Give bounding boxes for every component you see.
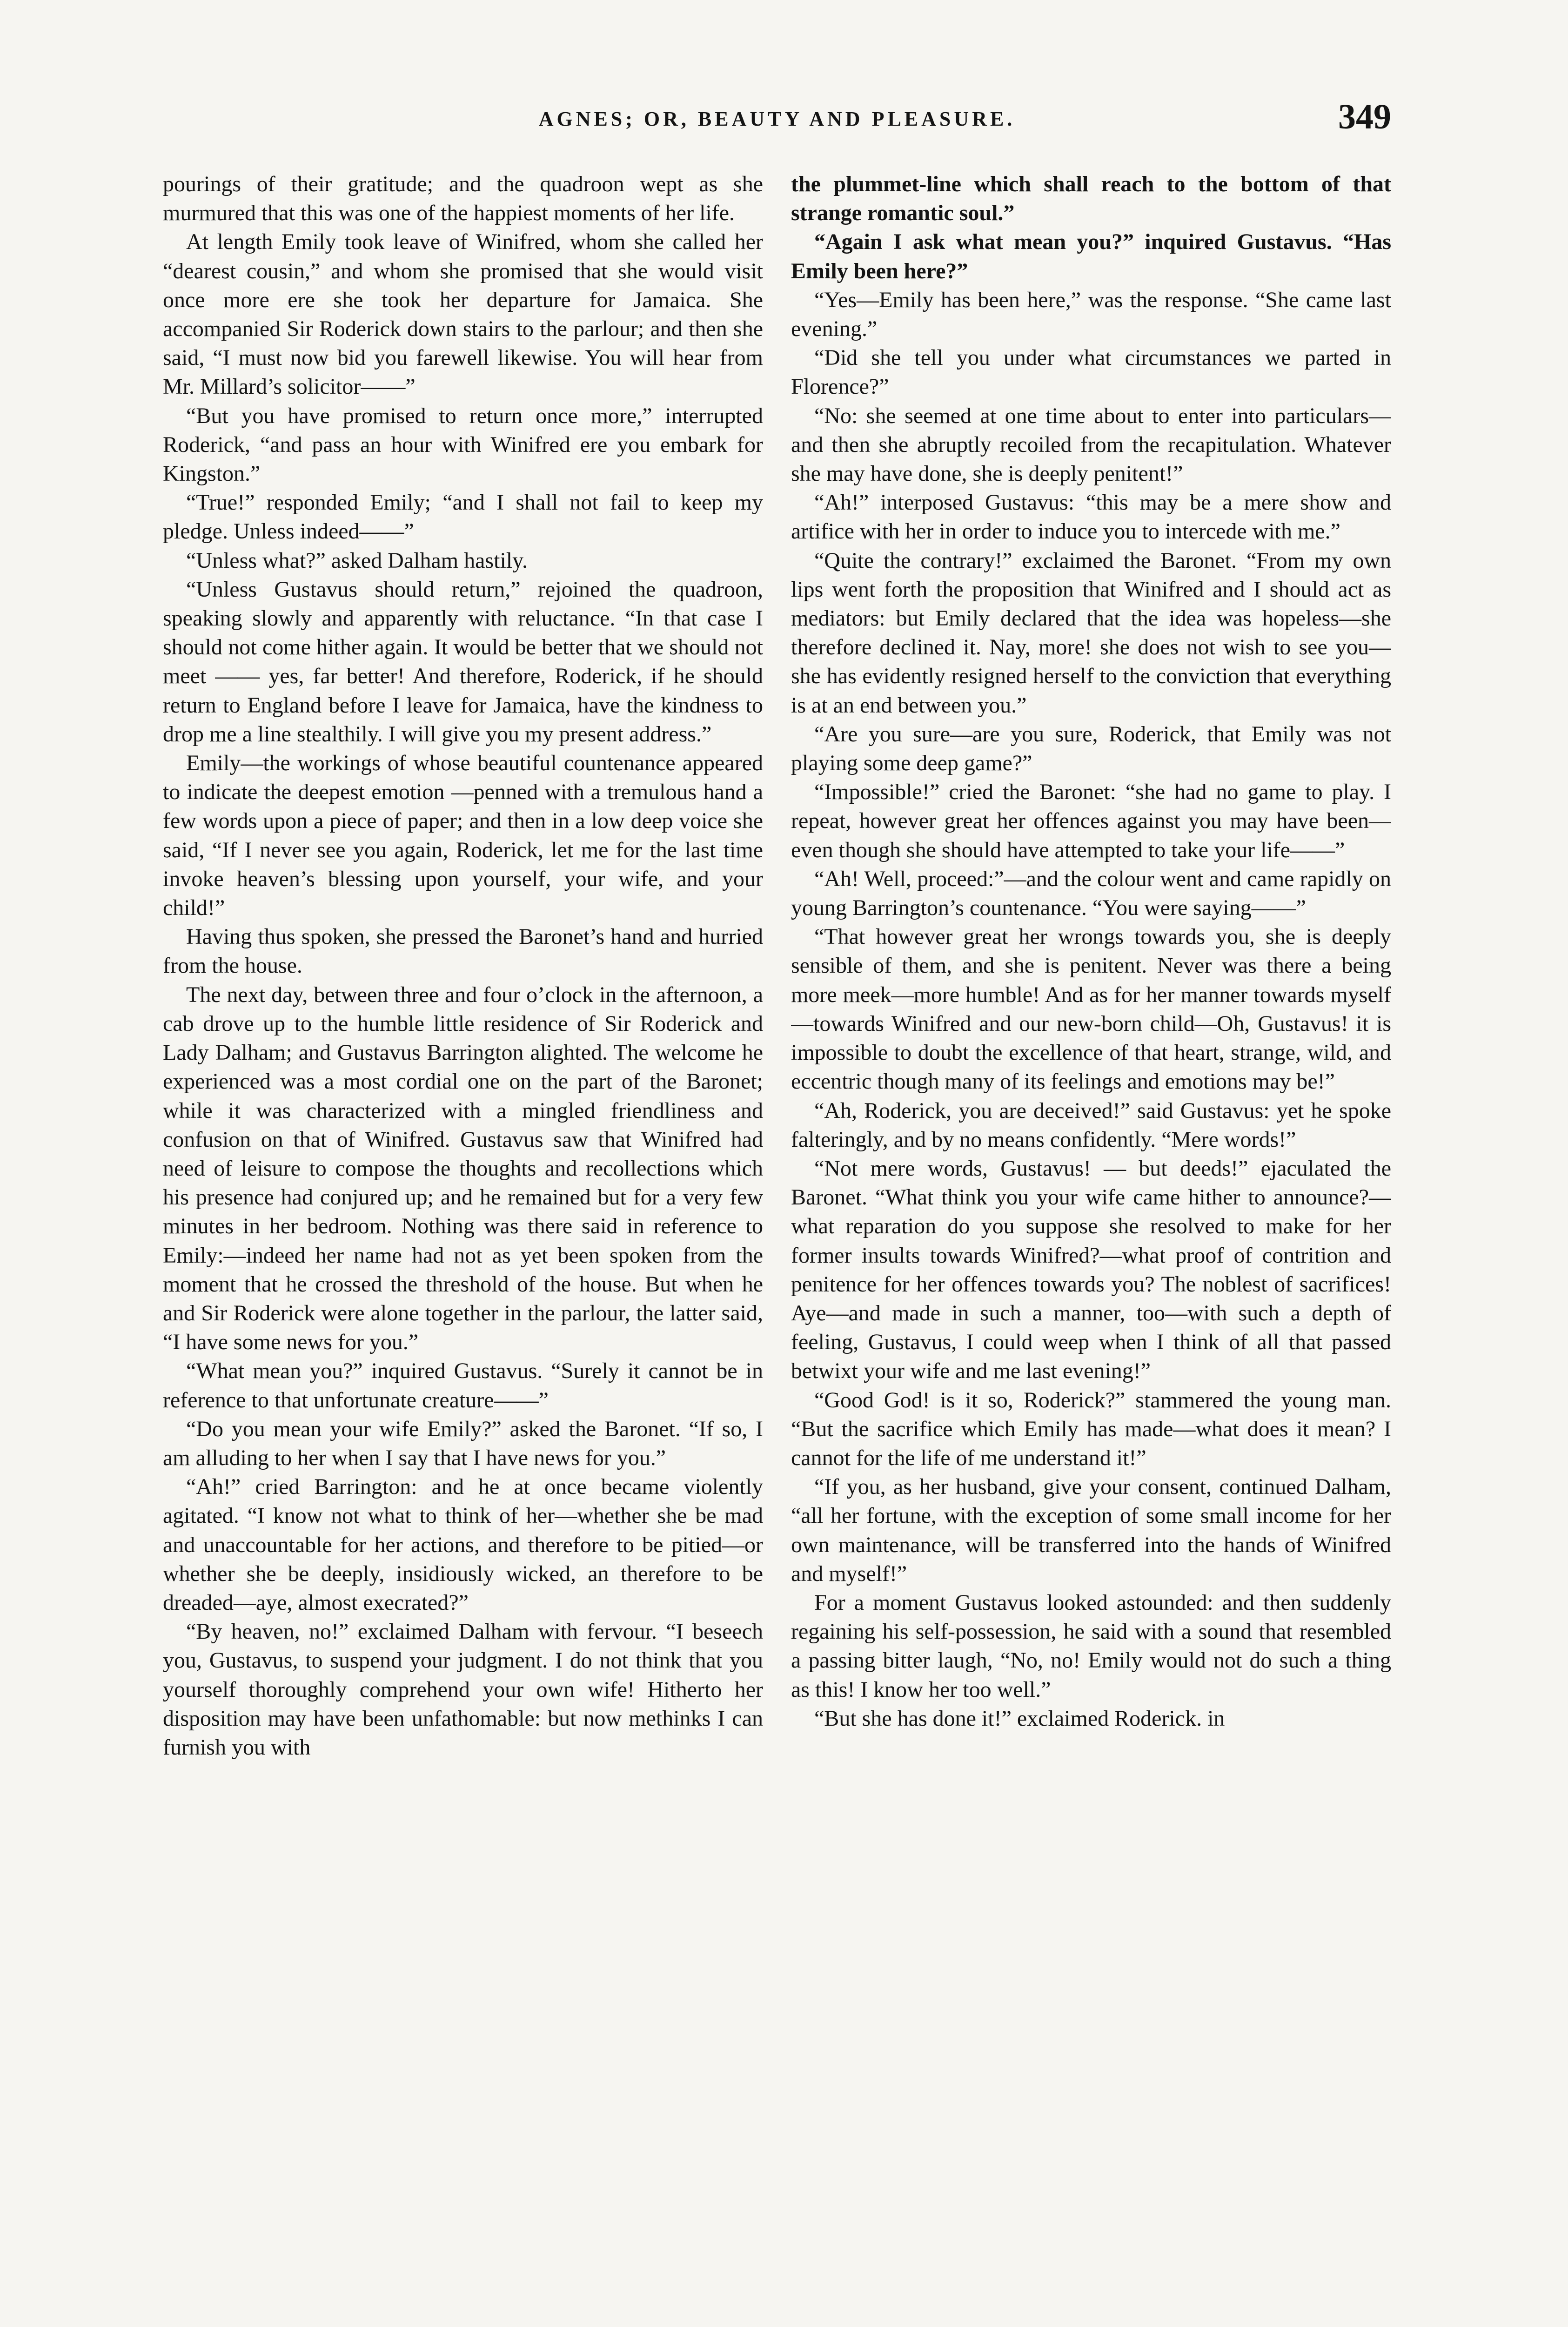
paragraph: Having thus spoken, she pressed the Baronet’s hand and hurried from the house. bbox=[163, 924, 763, 978]
paragraph: “Did she tell you under what circumstances we parted in Florence?” bbox=[791, 345, 1391, 399]
paragraph: pourings of their gratitude; and the quadroon wept as she murmured that this was one of the happiest moments of her life. bbox=[163, 172, 763, 226]
paragraph: “If you, as her husband, give your consent, continued Dalham, “all her fortune, with the exception of some small income for her own maintenance, will be transferred into the hands of Winifred and myself!” bbox=[791, 1474, 1391, 1586]
page-header bbox=[163, 97, 1391, 149]
paragraph: “Ah! Well, proceed:”—and the colour went and came rapidly on young Barrington’s countenance. “You were saying——” bbox=[791, 866, 1391, 921]
paragraph: “Ah, Roderick, you are deceived!” said Gustavus: yet he spoke falteringly, and by no means confidently. “Mere words!” bbox=[791, 1098, 1391, 1152]
paragraph: “Unless what?” asked Dalham hastily. bbox=[186, 548, 528, 573]
page-number: 349 bbox=[1338, 97, 1391, 136]
paragraph: “No: she seemed at one time about to enter into particulars—and then she abruptly recoiled from the recapitulation. Whatever she may have done, she is deeply penitent!” bbox=[791, 403, 1391, 486]
paragraph: “That however great her wrongs towards you, she is deeply sensible of them, and she is penitent. Never was there a being more meek—more humble! And as for her manner towards myself—towards Winifred and our new-born child—Oh, Gustavus! it is impossible to doubt the excellence of that heart, strange, wild, and eccentric though many of its feelings and emotions may be!” bbox=[791, 924, 1391, 1094]
paragraph: “Not mere words, Gustavus! — but deeds!” ejaculated the Baronet. “What think you your wife came hither to announce?—what reparation do you suppose she resolved to make for her former insults towards Winifred?—what proof of contrition and penitence for her offences towards you? The noblest of sacrifices! Aye—and made in such a manner, too—with such a depth of feeling, Gustavus, I could weep when I think of all that passed betwixt your wife and me last evening!” bbox=[791, 1156, 1391, 1384]
running-title: AGNES; OR, BEAUTY AND PLEASURE. bbox=[538, 108, 1016, 130]
paragraph: “Unless Gustavus should return,” rejoined the quadroon, speaking slowly and apparently with reluctance. “In that case I should not come hither again. It would be better that we should not meet —— yes, far better! And therefore, Roderick, if he should return to England before I leave for Jamaica, have the kindness to drop me a line stealthily. I will give you my present address.” bbox=[163, 577, 763, 747]
paragraph: “Again I ask what mean you?” inquired Gustavus. “Has Emily been here?” bbox=[791, 229, 1391, 283]
paragraph: “Do you mean your wife Emily?” asked the Baronet. “If so, I am alluding to her when I say that I have news for you.” bbox=[163, 1416, 763, 1470]
paragraph: “What mean you?” inquired Gustavus. “Surely it cannot be in reference to that unfortunate creature——” bbox=[163, 1359, 763, 1412]
paragraph: “Are you sure—are you sure, Roderick, that Emily was not playing some deep game?” bbox=[791, 721, 1391, 776]
paragraph: “But you have promised to return once more,” interrupted Roderick, “and pass an hour with Winifred ere you embark for Kingston.” bbox=[163, 403, 763, 486]
paragraph: the plummet-line which shall reach to the bottom of that strange romantic soul.” bbox=[791, 172, 1391, 226]
paragraph: The next day, between three and four o’clock in the afternoon, a cab drove up to the humble little residence of Sir Roderick and Lady Dalham; and Gustavus Barrington alighted. The welcome he experienced was a most cordial one on the part of the Baronet; while it was characterized with a mingled friendliness and confusion on that of Winifred. Gustavus saw that Winifred had need of leisure to compose the thoughts and recollections which his presence had conjured up; and he remained but for a very few minutes in her bedroom. Nothing was there said in reference to Emily:—indeed her name had not as yet been spoken from the moment that he crossed the threshold of the house. But when he and Sir Roderick were alone together in the parlour, the latter said, “I have some news for you.” bbox=[163, 982, 763, 1355]
paragraph: At length Emily took leave of Winifred, whom she called her “dearest cousin,” and whom she promised that she would visit once more ere she took her departure for Jamaica. She accompanied Sir Roderick down stairs to the parlour; and then she said, “I must now bid you farewell likewise. You will hear from Mr. Millard’s solicitor——” bbox=[163, 229, 763, 399]
paragraph: “Impossible!” cried the Baronet: “she had no game to play. I repeat, however great her offences against you may have been—even though she should have attempted to take your life——” bbox=[791, 780, 1391, 862]
paragraph: “Good God! is it so, Roderick?” stammered the young man. “But the sacrifice which Emily has made—what does it mean? I cannot for the life of me understand it!” bbox=[791, 1387, 1391, 1470]
paragraph: “But she has done it!” exclaimed Roderick. in bbox=[814, 1706, 1225, 1731]
paragraph: “Ah!” cried Barrington: and he at once became violently agitated. “I know not what to think of her—whether she be mad and unaccountable for her actions, and therefore to be pitied—or whether she be deeply, insidiously wicked, an therefore to be dreaded—aye, almost execrated?” bbox=[163, 1474, 763, 1615]
paragraph: “By heaven, no!” exclaimed Dalham with fervour. “I beseech you, Gustavus, to suspend your judgment. I do not think that you yourself thoroughly comprehend your own wife! Hitherto her disposition may have been unfathomable: but now methinks I can furnish you with bbox=[163, 1619, 763, 1760]
paragraph: For a moment Gustavus looked astounded: and then suddenly regaining his self-possession, he said with a sound that resembled a passing bitter laugh, “No, no! Emily would not do such a thing as this! I know her too well.” bbox=[791, 1590, 1391, 1702]
right-column bbox=[791, 170, 1391, 2273]
paragraph: “Ah!” interposed Gustavus: “this may be a mere show and artifice with her in order to induce you to intercede with me.” bbox=[791, 490, 1391, 544]
left-column bbox=[163, 170, 763, 2273]
paragraph: “True!” responded Emily; “and I shall not fail to keep my pledge. Unless indeed——” bbox=[163, 490, 763, 544]
paragraph: Emily—the workings of whose beautiful countenance appeared to indicate the deepest emotion —penned with a tremulous hand a few words upon a piece of paper; and then in a low deep voice she said, “If I never see you again, Roderick, let me for the last time invoke heaven’s blessing upon yourself, your wife, and your child!” bbox=[163, 751, 763, 921]
paragraph: “Yes—Emily has been here,” was the response. “She came last evening.” bbox=[791, 287, 1391, 342]
paragraph: “Quite the contrary!” exclaimed the Baronet. “From my own lips went forth the proposition that Winifred and I should act as mediators: but Emily declared that the idea was hopeless—she therefore declined it. Nay, more! she does not wish to see you—she has evidently resigned herself to the conviction that everything is at an end between you.” bbox=[791, 548, 1391, 718]
